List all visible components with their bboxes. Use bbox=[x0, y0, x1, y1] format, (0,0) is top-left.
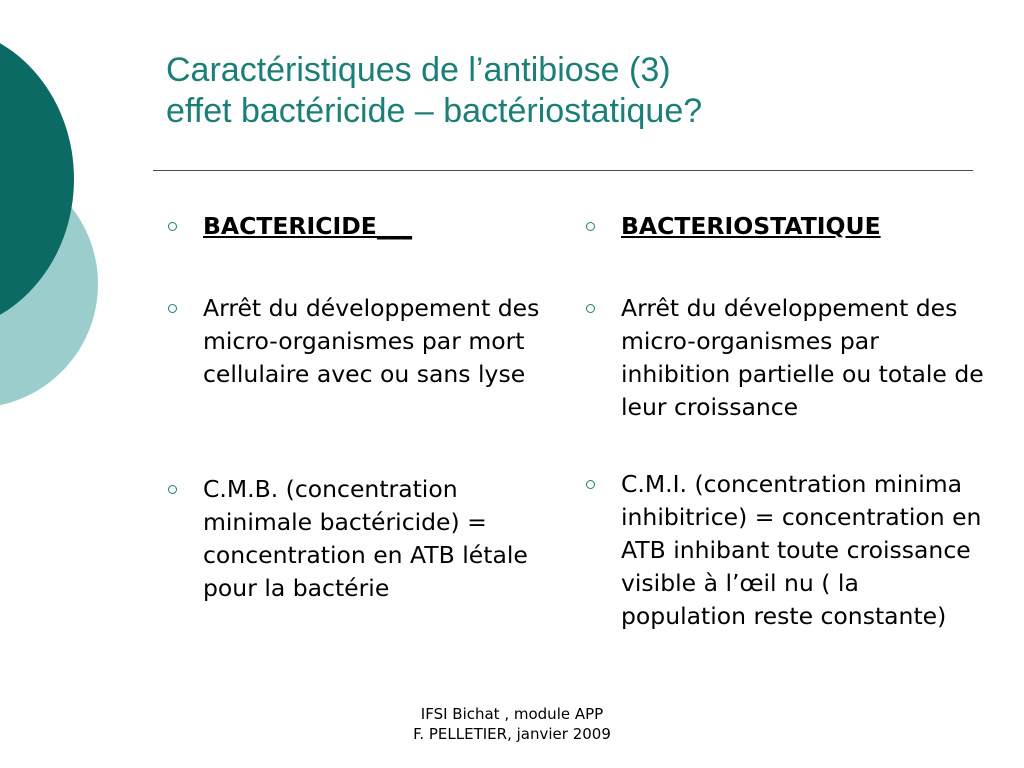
circle-bullet-icon bbox=[168, 222, 177, 231]
bactericide-heading-item bbox=[166, 210, 551, 243]
title-divider bbox=[153, 170, 973, 171]
cmi-definition-text: C.M.I. (concentration minima inhibitrice) = concentration en ATB inhibant toute croissance visible à l’œil nu ( la population reste constante) bbox=[621, 470, 982, 630]
bacteriostatique-heading: BACTERIOSTATIQUE bbox=[621, 212, 881, 240]
circle-bullet-icon bbox=[168, 304, 177, 313]
cmb-definition bbox=[166, 473, 551, 605]
bacteriostatique-heading-item bbox=[584, 210, 984, 243]
bactericide-definition bbox=[166, 292, 551, 391]
slide-title bbox=[166, 50, 986, 132]
slide-footer bbox=[340, 704, 684, 744]
bactericide-definition-text: Arrêt du développement des micro-organismes par mort cellulaire avec ou sans lyse bbox=[203, 294, 540, 388]
bacteriostatique-definition bbox=[584, 292, 984, 424]
circle-bullet-icon bbox=[586, 480, 595, 489]
bacteriostatique-column bbox=[584, 210, 984, 633]
cmi-definition bbox=[584, 468, 984, 633]
title-line-1: Caractéristiques de l’antibiose (3) bbox=[166, 51, 671, 89]
circle-bullet-icon bbox=[586, 222, 595, 231]
title-line-2: effet bactéricide – bactériostatique? bbox=[166, 92, 703, 130]
bacteriostatique-definition-text: Arrêt du développement des micro-organismes par inhibition partielle ou totale de leur croissance bbox=[621, 294, 984, 421]
cmb-definition-text: C.M.B. (concentration minimale bactéricide) = concentration en ATB létale pour la bactérie bbox=[203, 475, 528, 602]
bactericide-heading: BACTERICIDE___ bbox=[203, 212, 413, 240]
circle-bullet-icon bbox=[586, 304, 595, 313]
footer-line-1: IFSI Bichat , module APP bbox=[420, 705, 604, 723]
bactericide-column bbox=[166, 210, 551, 605]
footer-line-2: F. PELLETIER, janvier 2009 bbox=[413, 725, 611, 743]
circle-bullet-icon bbox=[168, 485, 177, 494]
